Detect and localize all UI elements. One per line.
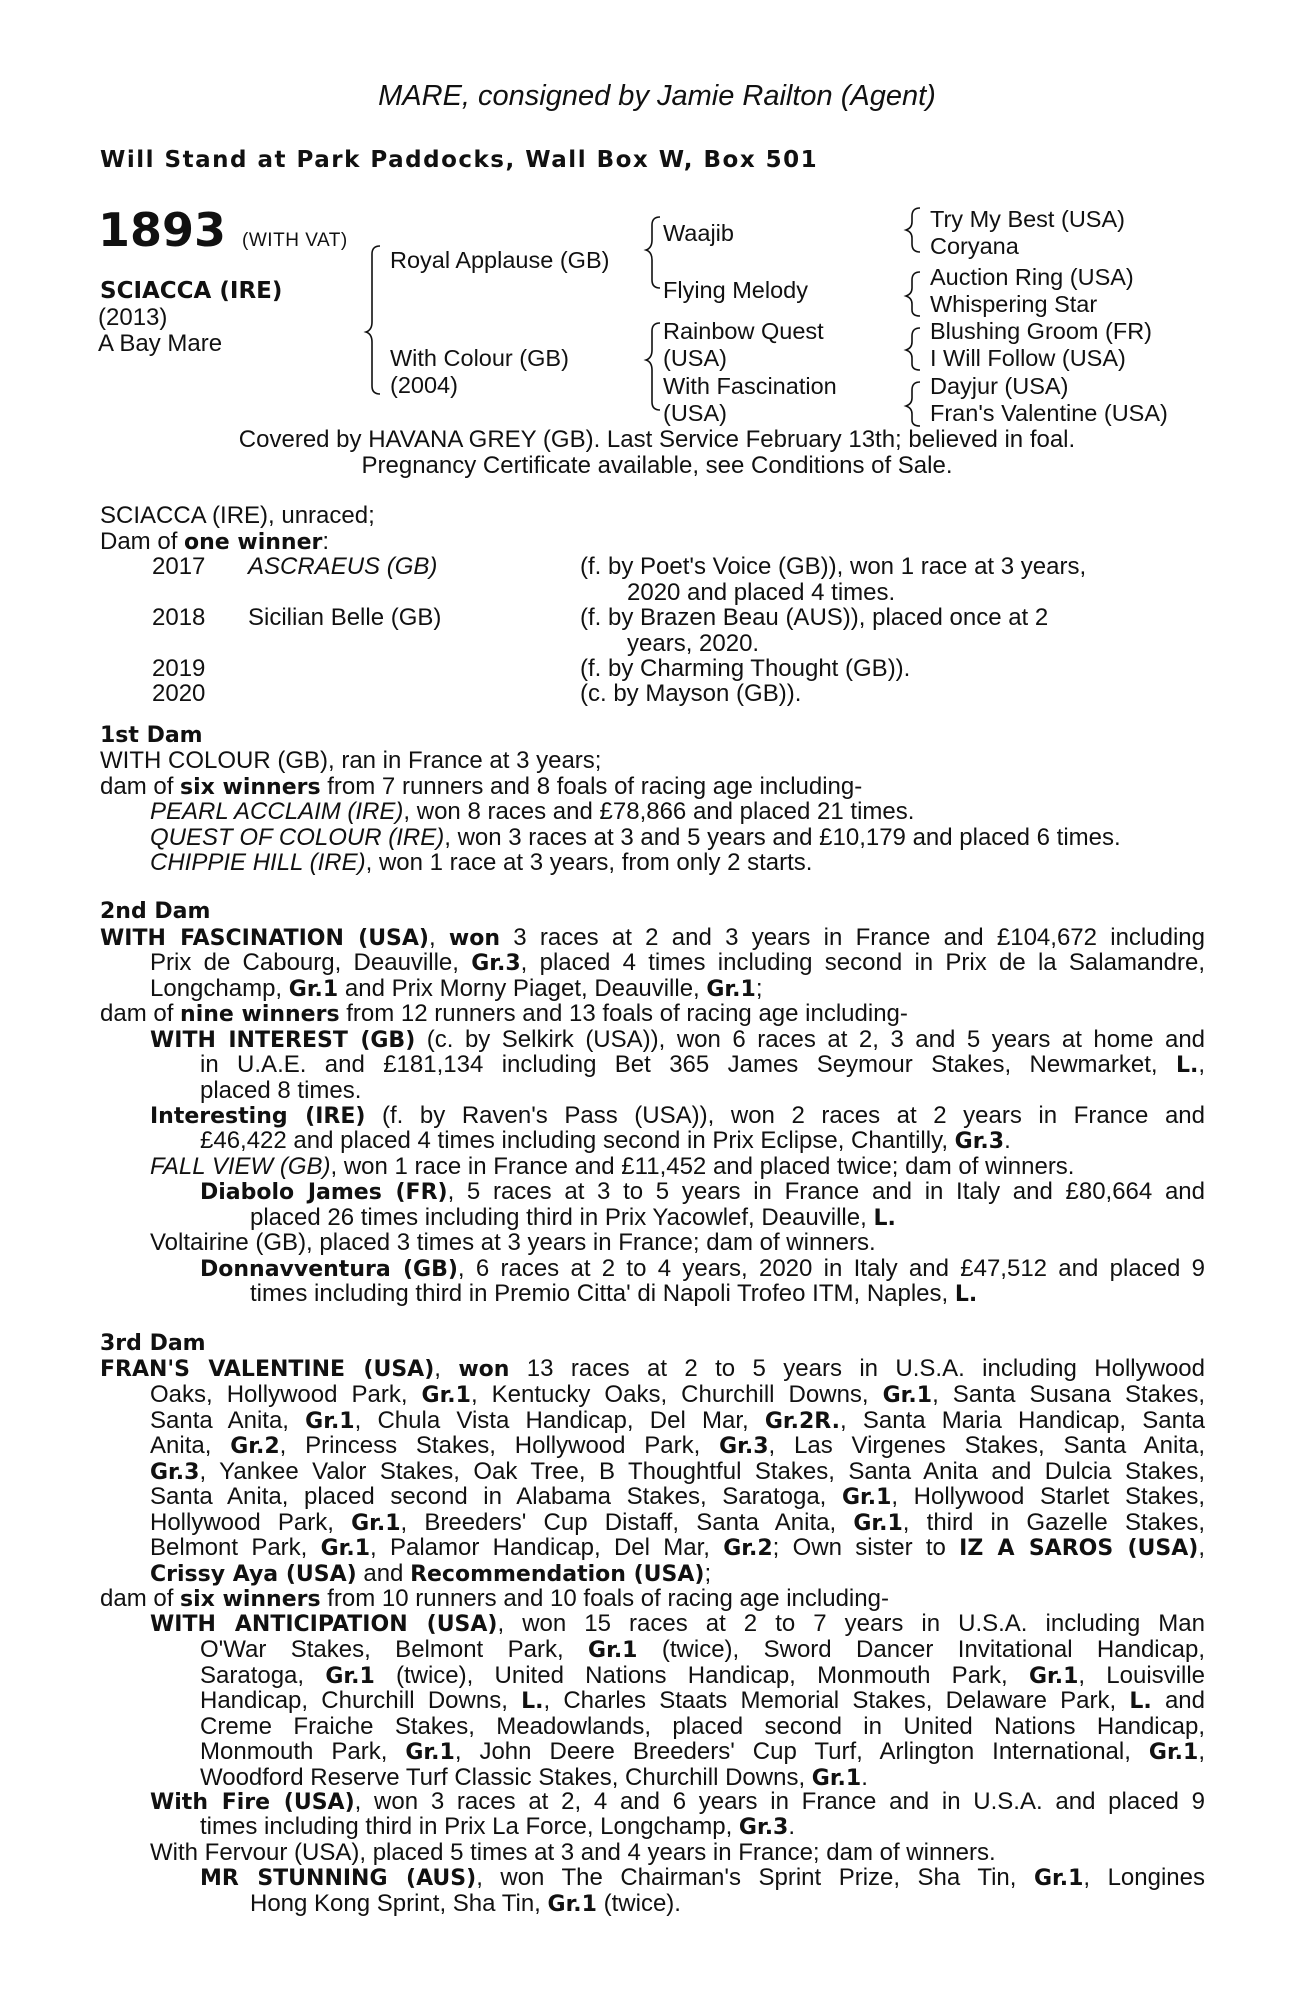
record-line (200, 1739, 1205, 1765)
record-line (150, 1027, 1205, 1053)
pedigree-sire-sire: Waajib (663, 220, 734, 246)
produce-dam-of (100, 529, 329, 556)
pedigree-dam: With Colour (GB) (390, 345, 569, 371)
runner-name: WITH ANTICIPATION (USA) (150, 1612, 498, 1637)
runner-diabolo-james (200, 1179, 1205, 1205)
first-dam-heading: 1st Dam (100, 723, 203, 748)
grade: Gr.1 (325, 1663, 375, 1688)
record-text: , placed 4 times including second in Prix de la Salamandre, (520, 950, 1205, 976)
dam-of-prefix: dam of (100, 1585, 181, 1612)
horse-name: SCIACCA (IRE) (100, 278, 283, 304)
record-text: Anita, (150, 1433, 231, 1459)
record-text: , won 15 races at 2 to 7 years in U.S.A. including Man (497, 1611, 1205, 1637)
pedigree-g7: Dayjur (USA) (930, 373, 1069, 399)
record-line (200, 1865, 1205, 1891)
produce-detail-cont: years, 2020. (627, 630, 760, 657)
dam-of-winners: six winners (180, 775, 321, 800)
grade: L. (873, 1206, 896, 1231)
grade: Gr.1 (305, 1408, 355, 1433)
lot-number-value: 1893 (98, 203, 227, 257)
second-dam-heading: 2nd Dam (100, 899, 211, 924)
record-text: . (788, 1813, 796, 1840)
pedigree-dam-dam-origin: (USA) (663, 400, 727, 426)
produce-year: 2019 (152, 655, 206, 682)
grade: Gr.1 (1148, 1740, 1199, 1765)
record-text: . (1004, 1127, 1011, 1154)
record-text: , (1198, 1052, 1205, 1078)
grade: Gr.1 (421, 1383, 471, 1408)
record-text: , John Deere Breeders' Cup Turf, Arlington International, (454, 1739, 1149, 1765)
runner-name: Interesting (IRE) (150, 1104, 366, 1129)
runner-voltairine: Voltairine (GB), placed 3 times at 3 years in France; dam of winners. (150, 1229, 876, 1256)
pedigree-sire: Royal Applause (GB) (390, 247, 610, 273)
third-dam-record-cont (150, 1382, 1205, 1586)
record-text: ; (704, 1559, 712, 1587)
grade: Gr.2 (723, 1536, 773, 1561)
pedigree-g4: Whispering Star (930, 291, 1098, 317)
record-line (150, 950, 1205, 976)
record-text: , (1198, 1739, 1205, 1765)
first-dam-line: WITH COLOUR (GB), ran in France at 3 years; (100, 747, 602, 774)
record-text: , Las Virgenes Stakes, Santa Anita, (768, 1433, 1205, 1459)
grade: Gr.1 (320, 1536, 371, 1561)
won-label: won (448, 926, 501, 951)
grade: L. (521, 1689, 544, 1714)
runner-with-fire-cont (200, 1814, 795, 1841)
dam-of-winners: one winner (184, 530, 323, 555)
produce-year: 2018 (152, 604, 206, 631)
dam-of-suffix: from 7 runners and 8 foals of racing age including- (320, 773, 863, 800)
grade: Gr.1 (351, 1510, 401, 1535)
record-text: (twice), United Nations Handicap, Monmouth Park, (374, 1662, 1029, 1688)
record-text: , won 3 races at 2, 4 and 6 years in France and in U.S.A. and placed 9 (354, 1789, 1205, 1815)
sister-name: Crissy Aya (USA) (150, 1561, 357, 1587)
runner-interesting (150, 1103, 1205, 1129)
pedigree-dam-year: (2004) (390, 372, 458, 398)
produce-year: 2017 (152, 553, 206, 580)
record-text: Handicap, Churchill Downs, (200, 1688, 522, 1714)
record-text: , Charles Staats Memorial Stakes, Delaware Park, (543, 1688, 1130, 1714)
grade: Gr.1 (841, 1485, 892, 1510)
grade: Gr.1 (1028, 1663, 1079, 1688)
first-dam-runner (150, 850, 812, 876)
dam-name: WITH FASCINATION (USA) (100, 926, 429, 951)
separator: , (428, 925, 449, 951)
separator: , (434, 1356, 459, 1382)
record-text: times including third in Premio Citta' di Napoli Trofeo ITM, Naples, (250, 1280, 955, 1307)
vat-note: (WITH VAT) (242, 230, 348, 251)
runner-with-fire (150, 1789, 1205, 1815)
runner-record: , won 8 races and £78,866 and placed 21 times. (403, 798, 915, 825)
dam-of-prefix: dam of (100, 773, 181, 800)
record-text: 3 races at 2 and 3 years in France and £104,672 including (500, 925, 1205, 951)
record-line (150, 1103, 1205, 1129)
record-text: (twice), Sword Dancer Invitational Handicap, (637, 1637, 1205, 1663)
pedigree-dam-dam: With Fascination (663, 373, 837, 399)
record-line (200, 1637, 1205, 1663)
grade: Gr.1 (547, 1892, 597, 1917)
record-text: Saratoga, (200, 1662, 326, 1688)
runner-name: QUEST OF COLOUR (IRE) (150, 824, 445, 851)
record-line: Creme Fraiche Stakes, Meadowlands, placed second in United Nations Handicap, (200, 1713, 1205, 1739)
produce-detail: (c. by Mayson (GB)). (580, 680, 802, 707)
record-line (150, 1433, 1205, 1459)
first-dam-runner (150, 825, 1121, 851)
runner-donnavventura-cont (250, 1281, 977, 1308)
record-line (100, 925, 1205, 951)
record-line (150, 1561, 1205, 1587)
record-text: , Palamor Handicap, Del Mar, (370, 1535, 724, 1561)
pedigree-dam-sire-origin: (USA) (663, 345, 727, 371)
second-dam-produce (100, 1001, 908, 1028)
won-label: won (458, 1357, 510, 1382)
stand-location: Will Stand at Park Paddocks, Wall Box W, Box 501 (100, 147, 819, 173)
grade: Gr.1 (882, 1383, 933, 1408)
runner-name: Donnavventura (GB) (200, 1257, 458, 1282)
pedigree-g3: Auction Ring (USA) (930, 264, 1134, 290)
record-line (200, 1256, 1205, 1282)
grade: Gr.3 (719, 1434, 769, 1459)
runner-name: Diabolo James (FR) (200, 1180, 448, 1205)
record-text: , (1198, 1535, 1205, 1561)
runner-mr-stunning-cont (250, 1891, 681, 1918)
record-text: , won 1 race in France and £11,452 and placed twice; dam of winners. (330, 1153, 1075, 1180)
record-line (200, 1663, 1205, 1689)
runner-name: PEARL ACCLAIM (IRE) (150, 798, 404, 825)
dam-of-winners: nine winners (180, 1002, 340, 1027)
pedigree-g8: Fran's Valentine (USA) (930, 400, 1168, 426)
horse-year: (2013) (98, 304, 168, 331)
runner-diabolo-james-cont (250, 1205, 896, 1232)
dam-name: FRAN'S VALENTINE (USA) (100, 1357, 435, 1382)
grade: Gr.2R. (764, 1408, 841, 1433)
record-text: Hollywood Park, (150, 1509, 352, 1535)
grade: Gr.3 (954, 1129, 1005, 1154)
record-line: placed 8 times. (200, 1076, 362, 1104)
record-text: Santa Anita, (150, 1407, 306, 1433)
runner-name: CHIPPIE HILL (IRE) (150, 849, 366, 876)
grade: Gr.3 (150, 1459, 200, 1484)
record-line (200, 1179, 1205, 1205)
record-text: ; Own sister to (772, 1535, 960, 1561)
pedigree-g5: Blushing Groom (FR) (930, 318, 1152, 344)
record-text: , Longines (1083, 1865, 1205, 1891)
record-text: , 6 races at 2 to 4 years, 2020 in Italy and £47,512 and placed 9 (457, 1256, 1205, 1282)
produce-intro: SCIACCA (IRE), unraced; (100, 502, 375, 529)
produce-name: Sicilian Belle (GB) (248, 604, 442, 631)
record-text: , Yankee Valor Stakes, Oak Tree, B Thoughtful Stakes, Santa Anita and Dulcia Stakes, (199, 1458, 1205, 1484)
record-text: , Chula Vista Handicap, Del Mar, (354, 1407, 765, 1433)
record-text: (f. by Raven's Pass (USA)), won 2 races at 2 years in France and (365, 1103, 1205, 1129)
record-line (200, 1688, 1205, 1714)
record-text: Longchamp, (150, 974, 289, 1002)
record-text: and (356, 1559, 411, 1587)
record-text: and (1151, 1688, 1205, 1714)
dam-of-suffix: : (322, 528, 330, 555)
record-text: , won The Chairman's Sprint Prize, Sha Tin, (476, 1865, 1034, 1891)
produce-detail: (f. by Charming Thought (GB)). (580, 655, 911, 682)
page-title: MARE, consigned by Jamie Railton (Agent) (378, 80, 936, 112)
record-text: Santa Anita, placed second in Alabama Stakes, Saratoga, (150, 1484, 842, 1510)
runner-record: , won 1 race at 3 years, from only 2 starts. (365, 849, 813, 876)
record-text: (c. by Selkirk (USA)), won 6 races at 2, 3 and 5 years at home and (415, 1027, 1205, 1053)
second-dam-record (100, 925, 1205, 951)
horse-description: A Bay Mare (98, 330, 223, 357)
grade: Gr.1 (811, 1765, 862, 1791)
runner-with-fervour: With Fervour (USA), placed 5 times at 3 and 4 years in France; dam of winners. (150, 1839, 996, 1866)
record-line (150, 976, 1205, 1002)
dam-of-suffix: from 10 runners and 10 foals of racing age including- (320, 1585, 889, 1612)
runner-record: , won 3 races at 3 and 5 years and £10,179 and placed 6 times. (444, 824, 1121, 851)
runner-name: With Fire (USA) (150, 1790, 355, 1815)
record-text: Monmouth Park, (200, 1739, 406, 1765)
record-text: Oaks, Hollywood Park, (150, 1382, 422, 1408)
grade: Gr.1 (1033, 1866, 1084, 1891)
record-text: Woodford Reserve Turf Classic Stakes, Churchill Downs, (200, 1763, 812, 1791)
produce-detail: (f. by Poet's Voice (GB)), won 1 race at 3 years, (580, 553, 1087, 580)
record-line (200, 1052, 1205, 1078)
record-text: , 5 races at 3 to 5 years in France and in Italy and £80,664 and (447, 1179, 1205, 1205)
record-text: ; (755, 974, 763, 1002)
produce-name: ASCRAEUS (GB) (248, 553, 438, 580)
first-dam-produce (100, 774, 862, 801)
runner-with-interest (150, 1027, 1205, 1053)
record-text: , Santa Susana Stakes, (932, 1382, 1205, 1408)
sister-name: Recommendation (USA) (410, 1561, 705, 1587)
runner-name: WITH INTEREST (GB) (150, 1028, 416, 1053)
grade: L. (954, 1282, 978, 1307)
record-text: and Prix Morny Piaget, Deauville, (338, 974, 707, 1002)
runner-fall-view (150, 1154, 1074, 1180)
produce-year: 2020 (152, 680, 206, 707)
record-text: (twice). (596, 1890, 681, 1917)
record-text: , third in Gazelle Stakes, (902, 1509, 1205, 1535)
record-text: in U.A.E. and £181,134 including Bet 365 James Seymour Stakes, Newmarket, (200, 1052, 1176, 1078)
runner-mr-stunning (200, 1865, 1205, 1891)
grade: Gr.3 (471, 951, 521, 976)
pedigree-g2: Coryana (930, 233, 1019, 259)
record-text: , Kentucky Oaks, Churchill Downs, (470, 1382, 883, 1408)
record-text: . (861, 1763, 868, 1791)
pregnancy-line: Pregnancy Certificate available, see Conditions of Sale. (361, 452, 953, 479)
pedigree-g1: Try My Best (USA) (930, 206, 1125, 232)
runner-with-anticipation (150, 1611, 1205, 1637)
grade: Gr.1 (405, 1740, 455, 1765)
pedigree-dam-sire: Rainbow Quest (663, 318, 824, 344)
record-line (150, 1459, 1205, 1485)
record-text: , Princess Stakes, Hollywood Park, (279, 1433, 720, 1459)
record-text: £46,422 and placed 4 times including second in Prix Eclipse, Chantilly, (200, 1127, 955, 1154)
runner-interesting-cont (200, 1128, 1011, 1155)
record-text: , Breeders' Cup Distaff, Santa Anita, (400, 1509, 854, 1535)
produce-detail-cont: 2020 and placed 4 times. (627, 579, 896, 606)
record-line (150, 1611, 1205, 1637)
covered-line: Covered by HAVANA GREY (GB). Last Service February 13th; believed in foal. (238, 426, 1076, 453)
record-text: Prix de Cabourg, Deauville, (150, 950, 472, 976)
grade: Gr.2 (230, 1434, 280, 1459)
sister-name: IZ A SAROS (USA) (959, 1536, 1199, 1561)
record-text: , Santa Maria Handicap, Santa (840, 1407, 1205, 1433)
record-line (150, 1535, 1205, 1561)
runner-with-interest-cont (200, 1052, 1205, 1103)
third-dam-produce (100, 1586, 889, 1613)
record-text: Belmont Park, (150, 1535, 321, 1561)
record-text: placed 26 times including third in Prix Yacowlef, Deauville, (250, 1204, 874, 1231)
third-dam-record (100, 1356, 1205, 1382)
record-line (200, 1765, 1205, 1791)
record-text: O'War Stakes, Belmont Park, (200, 1637, 589, 1663)
second-dam-record-cont (150, 950, 1205, 1001)
third-dam-heading: 3rd Dam (100, 1331, 206, 1356)
grade: Gr.1 (288, 976, 339, 1002)
record-line (150, 1510, 1205, 1536)
record-line (150, 1408, 1205, 1434)
dam-of-prefix: dam of (100, 1000, 181, 1027)
record-line (100, 1356, 1205, 1382)
runner-name: MR STUNNING (AUS) (200, 1866, 477, 1891)
grade: L. (1129, 1689, 1152, 1714)
first-dam-runner (150, 799, 914, 825)
record-line (150, 1484, 1205, 1510)
dam-of-prefix: Dam of (100, 528, 185, 555)
grade: Gr.1 (853, 1510, 903, 1535)
grade: Gr.1 (588, 1638, 638, 1663)
runner-with-anticipation-cont (200, 1637, 1205, 1790)
grade: Gr.3 (738, 1815, 789, 1840)
record-line (150, 1382, 1205, 1408)
runner-donnavventura (200, 1256, 1205, 1282)
record-text: , Hollywood Starlet Stakes, (891, 1484, 1205, 1510)
record-text: , Louisville (1078, 1662, 1205, 1688)
dam-of-suffix: from 12 runners and 13 foals of racing age including- (339, 1000, 908, 1027)
dam-of-winners: six winners (180, 1587, 321, 1612)
record-text: Hong Kong Sprint, Sha Tin, (250, 1890, 548, 1917)
record-line (150, 1789, 1205, 1815)
pedigree-sire-dam: Flying Melody (663, 277, 808, 303)
grade: L. (1175, 1053, 1199, 1078)
grade: Gr.1 (706, 976, 756, 1002)
runner-name: FALL VIEW (GB) (150, 1153, 331, 1180)
produce-detail: (f. by Brazen Beau (AUS)), placed once at 2 (580, 604, 1049, 631)
record-text: 13 races at 2 to 5 years in U.S.A. including Hollywood (509, 1356, 1205, 1382)
record-text: times including third in Prix La Force, Longchamp, (200, 1813, 739, 1840)
pedigree-g6: I Will Follow (USA) (930, 345, 1126, 371)
